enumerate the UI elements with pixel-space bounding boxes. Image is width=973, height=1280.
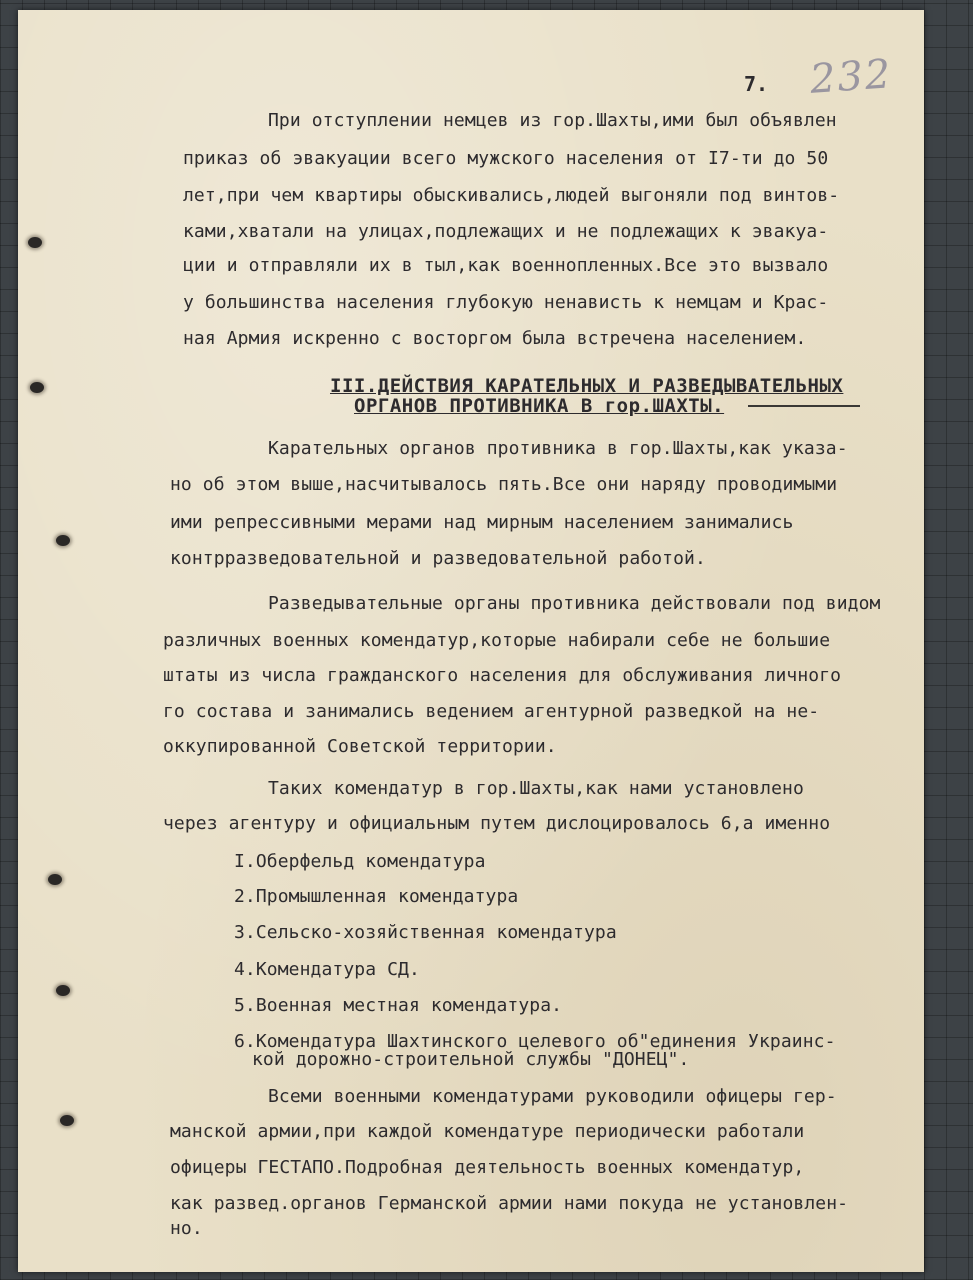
punch-hole	[48, 874, 62, 885]
paragraph-line: приказ об эвакуации всего мужского населения от I7-ти до 50	[183, 148, 829, 169]
paragraph-line: у большинства населения глубокую ненависть к немцам и Крас-	[183, 292, 829, 313]
paragraph-line: Разведывательные органы противника действовали под видом	[268, 593, 881, 614]
archive-folio-number: 232	[808, 51, 894, 103]
paragraph-line: различных военных комендатур,которые набирали себе не большие	[163, 630, 831, 651]
list-item: 2.Промышленная комендатура	[234, 886, 519, 907]
section-heading: III.ДЕЙСТВИЯ КАРАТЕЛЬНЫХ И РАЗВЕДЫВАТЕЛЬНЫХ	[330, 375, 844, 397]
section-heading: ОРГАНОВ ПРОТИВНИКА В гор.ШАХТЫ.	[354, 395, 725, 417]
paragraph-line: но об этом выше,насчитывалось пять.Все они наряду проводимыми	[170, 474, 838, 495]
paragraph-line: ная Армия искренно с восторгом была встречена населением.	[183, 328, 807, 349]
list-item: I.Оберфельд комендатура	[234, 851, 486, 872]
document-page	[18, 10, 924, 1272]
paragraph-line: лет,при чем квартиры обыскивались,людей выгоняли под винтов-	[183, 185, 840, 206]
paragraph-line: ками,хватали на улицах,подлежащих и не подлежащих к эвакуа-	[183, 221, 829, 242]
paragraph-line: Таких комендатур в гор.Шахты,как нами установлено	[268, 778, 804, 799]
paragraph-line: через агентуру и официальным путем дислоцировалось 6,а именно	[163, 813, 831, 834]
paragraph-line: манской армии,при каждой комендатуре периодически работали	[170, 1121, 805, 1142]
punch-hole	[28, 237, 42, 248]
paragraph-line: ции и отправляли их в тыл,как военнопленных.Все это вызвало	[183, 255, 829, 276]
punch-hole	[30, 382, 44, 393]
paragraph-line: Карательных органов противника в гор.Шахты,как указа-	[268, 438, 848, 459]
page-number: 7.	[744, 72, 769, 96]
punch-hole	[56, 985, 70, 996]
paragraph-line: офицеры ГЕСТАПО.Подробная деятельность военных комендатур,	[170, 1157, 805, 1178]
paragraph-line: но.	[170, 1218, 203, 1239]
heading-underline	[748, 405, 860, 407]
list-item: 6.Комендатура Шахтинского целевого об"единения Украинс-	[234, 1031, 836, 1052]
paragraph-line: При отступлении немцев из гор.Шахты,ими был объявлен	[268, 110, 837, 131]
paragraph-line: ими репрессивными мерами над мирным населением занимались	[170, 512, 794, 533]
punch-hole	[56, 535, 70, 546]
paragraph-line: го состава и занимались ведением агентурной разведкой на не-	[163, 701, 820, 722]
paragraph-line: контрразведовательной и разведовательной работой.	[170, 548, 706, 569]
paragraph-line: Всеми военными комендатурами руководили офицеры гер-	[268, 1086, 837, 1107]
list-item: 3.Сельско-хозяйственная комендатура	[234, 922, 617, 943]
paragraph-line: штаты из числа гражданского населения для обслуживания личного	[163, 665, 842, 686]
paragraph-line: оккупированной Советской территории.	[163, 736, 557, 757]
list-item: кой дорожно-строительной службы "ДОНЕЦ".	[252, 1049, 690, 1070]
paragraph-line: как развед.органов Германской армии нами покуда не установлен-	[170, 1193, 849, 1214]
list-item: 4.Комендатура СД.	[234, 959, 420, 980]
list-item: 5.Военная местная комендатура.	[234, 995, 563, 1016]
punch-hole	[60, 1115, 74, 1126]
